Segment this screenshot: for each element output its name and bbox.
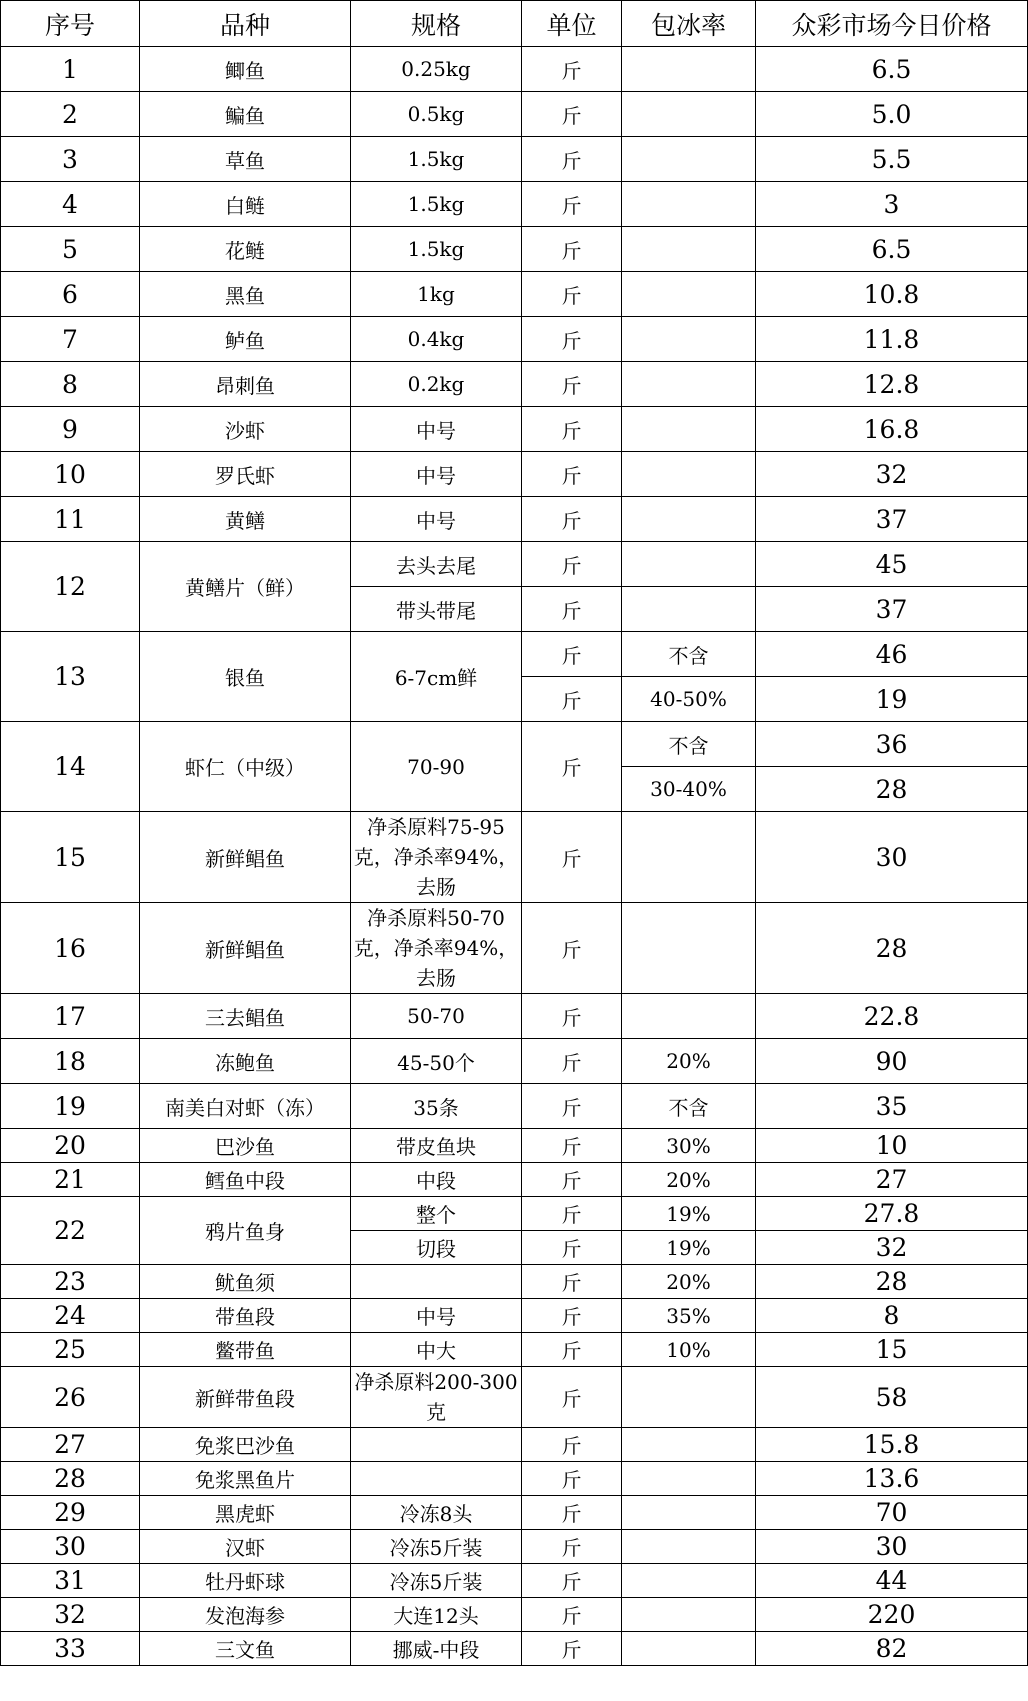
cell-spec: 45-50个 — [351, 1039, 522, 1084]
cell-price: 45 — [756, 542, 1028, 587]
cell-price: 28 — [756, 1265, 1028, 1299]
cell-ice: 10% — [622, 1333, 756, 1367]
cell-name: 新鲜带鱼段 — [140, 1367, 351, 1428]
cell-unit: 斤 — [522, 1462, 622, 1496]
cell-unit: 斤 — [522, 137, 622, 182]
header-row — [1, 1, 1028, 47]
header-price: 众彩市场今日价格 — [756, 1, 1028, 47]
header-spec: 规格 — [351, 1, 522, 47]
cell-name: 鸦片鱼身 — [140, 1197, 351, 1265]
table-row — [1, 317, 1028, 362]
cell-spec: 0.4kg — [351, 317, 522, 362]
cell-spec: 6-7cm鲜 — [351, 632, 522, 722]
cell-spec — [351, 1428, 522, 1462]
cell-ice — [622, 542, 756, 587]
cell-spec: 1.5kg — [351, 137, 522, 182]
table-row — [1, 542, 1028, 587]
cell-name: 沙虾 — [140, 407, 351, 452]
cell-price: 10.8 — [756, 272, 1028, 317]
cell-no: 16 — [1, 903, 140, 994]
cell-name: 发泡海参 — [140, 1598, 351, 1632]
table-row — [1, 722, 1028, 767]
cell-name: 鲈鱼 — [140, 317, 351, 362]
cell-unit: 斤 — [522, 1129, 622, 1163]
cell-spec: 中大 — [351, 1333, 522, 1367]
cell-ice — [622, 317, 756, 362]
cell-name: 黑虎虾 — [140, 1496, 351, 1530]
cell-unit: 斤 — [522, 722, 622, 812]
table-row — [1, 362, 1028, 407]
cell-spec: 带皮鱼块 — [351, 1129, 522, 1163]
cell-unit: 斤 — [522, 587, 622, 632]
cell-name: 三文鱼 — [140, 1632, 351, 1666]
cell-unit: 斤 — [522, 317, 622, 362]
cell-ice — [622, 1428, 756, 1462]
cell-ice: 20% — [622, 1265, 756, 1299]
table-row — [1, 1598, 1028, 1632]
cell-unit: 斤 — [522, 1163, 622, 1197]
cell-name: 昂刺鱼 — [140, 362, 351, 407]
cell-no: 3 — [1, 137, 140, 182]
cell-price: 28 — [756, 767, 1028, 812]
cell-unit: 斤 — [522, 1632, 622, 1666]
cell-spec — [351, 1462, 522, 1496]
table-row — [1, 903, 1028, 994]
cell-ice — [622, 1530, 756, 1564]
cell-name: 新鲜鲳鱼 — [140, 903, 351, 994]
cell-spec: 50-70 — [351, 994, 522, 1039]
cell-unit: 斤 — [522, 1333, 622, 1367]
cell-no: 30 — [1, 1530, 140, 1564]
cell-no: 23 — [1, 1265, 140, 1299]
cell-ice: 20% — [622, 1163, 756, 1197]
cell-ice — [622, 1496, 756, 1530]
cell-spec: 70-90 — [351, 722, 522, 812]
cell-ice — [622, 47, 756, 92]
table-row — [1, 1564, 1028, 1598]
cell-no: 15 — [1, 812, 140, 903]
cell-name: 虾仁（中级） — [140, 722, 351, 812]
cell-ice — [622, 587, 756, 632]
cell-no: 10 — [1, 452, 140, 497]
cell-no: 6 — [1, 272, 140, 317]
table-row — [1, 632, 1028, 677]
cell-unit: 斤 — [522, 227, 622, 272]
cell-ice — [622, 903, 756, 994]
cell-unit: 斤 — [522, 452, 622, 497]
cell-ice: 不含 — [622, 632, 756, 677]
cell-no: 26 — [1, 1367, 140, 1428]
cell-name: 汉虾 — [140, 1530, 351, 1564]
table-row — [1, 227, 1028, 272]
cell-no: 31 — [1, 1564, 140, 1598]
table-row — [1, 1632, 1028, 1666]
cell-spec: 整个 — [351, 1197, 522, 1231]
cell-price: 28 — [756, 903, 1028, 994]
cell-name: 银鱼 — [140, 632, 351, 722]
cell-unit: 斤 — [522, 182, 622, 227]
header-unit: 单位 — [522, 1, 622, 47]
cell-unit: 斤 — [522, 1598, 622, 1632]
cell-no: 4 — [1, 182, 140, 227]
table-row — [1, 1367, 1028, 1428]
cell-name: 鳖带鱼 — [140, 1333, 351, 1367]
cell-spec: 大连12头 — [351, 1598, 522, 1632]
header-ice: 包冰率 — [622, 1, 756, 47]
cell-unit: 斤 — [522, 677, 622, 722]
cell-name: 鱿鱼须 — [140, 1265, 351, 1299]
cell-ice: 19% — [622, 1231, 756, 1265]
table-row — [1, 1265, 1028, 1299]
table-row — [1, 182, 1028, 227]
table-row — [1, 272, 1028, 317]
cell-price: 27 — [756, 1163, 1028, 1197]
cell-no: 24 — [1, 1299, 140, 1333]
cell-spec: 35条 — [351, 1084, 522, 1129]
cell-price: 12.8 — [756, 362, 1028, 407]
cell-name: 黄鳝 — [140, 497, 351, 542]
cell-name: 带鱼段 — [140, 1299, 351, 1333]
cell-ice — [622, 812, 756, 903]
cell-spec: 净杀原料200-300克 — [351, 1367, 522, 1428]
cell-price: 15.8 — [756, 1428, 1028, 1462]
header-no: 序号 — [1, 1, 140, 47]
cell-ice — [622, 1462, 756, 1496]
table-row — [1, 1129, 1028, 1163]
cell-no: 29 — [1, 1496, 140, 1530]
cell-unit: 斤 — [522, 1039, 622, 1084]
cell-name: 黄鳝片（鲜） — [140, 542, 351, 632]
cell-price: 13.6 — [756, 1462, 1028, 1496]
cell-price: 5.5 — [756, 137, 1028, 182]
cell-ice: 40-50% — [622, 677, 756, 722]
cell-no: 1 — [1, 47, 140, 92]
cell-ice — [622, 1564, 756, 1598]
cell-price: 32 — [756, 452, 1028, 497]
cell-price: 44 — [756, 1564, 1028, 1598]
cell-no: 20 — [1, 1129, 140, 1163]
table-row — [1, 407, 1028, 452]
cell-price: 220 — [756, 1598, 1028, 1632]
cell-price: 22.8 — [756, 994, 1028, 1039]
cell-no: 17 — [1, 994, 140, 1039]
cell-no: 7 — [1, 317, 140, 362]
table-row — [1, 1163, 1028, 1197]
cell-spec: 中段 — [351, 1163, 522, 1197]
cell-unit: 斤 — [522, 92, 622, 137]
cell-ice — [622, 92, 756, 137]
cell-ice — [622, 362, 756, 407]
cell-ice: 35% — [622, 1299, 756, 1333]
cell-spec: 去头去尾 — [351, 542, 522, 587]
cell-spec: 带头带尾 — [351, 587, 522, 632]
cell-no: 28 — [1, 1462, 140, 1496]
cell-name: 巴沙鱼 — [140, 1129, 351, 1163]
table-row — [1, 994, 1028, 1039]
cell-spec: 1.5kg — [351, 227, 522, 272]
cell-name: 牡丹虾球 — [140, 1564, 351, 1598]
cell-no: 5 — [1, 227, 140, 272]
cell-name: 免浆黑鱼片 — [140, 1462, 351, 1496]
cell-no: 13 — [1, 632, 140, 722]
cell-no: 19 — [1, 1084, 140, 1129]
cell-spec: 冷冻8头 — [351, 1496, 522, 1530]
cell-price: 30 — [756, 1530, 1028, 1564]
cell-spec: 1kg — [351, 272, 522, 317]
cell-price: 19 — [756, 677, 1028, 722]
table-row — [1, 1428, 1028, 1462]
cell-ice — [622, 137, 756, 182]
cell-no: 32 — [1, 1598, 140, 1632]
cell-ice — [622, 497, 756, 542]
table-row — [1, 1333, 1028, 1367]
cell-price: 5.0 — [756, 92, 1028, 137]
cell-ice — [622, 994, 756, 1039]
cell-no: 25 — [1, 1333, 140, 1367]
cell-spec: 中号 — [351, 452, 522, 497]
cell-price: 16.8 — [756, 407, 1028, 452]
table-row — [1, 47, 1028, 92]
cell-unit: 斤 — [522, 1530, 622, 1564]
cell-name: 鳕鱼中段 — [140, 1163, 351, 1197]
cell-ice — [622, 1632, 756, 1666]
cell-name: 白鲢 — [140, 182, 351, 227]
header-name: 品种 — [140, 1, 351, 47]
cell-spec: 中号 — [351, 1299, 522, 1333]
cell-unit: 斤 — [522, 497, 622, 542]
cell-unit: 斤 — [522, 1496, 622, 1530]
cell-spec: 中号 — [351, 497, 522, 542]
cell-price: 11.8 — [756, 317, 1028, 362]
cell-unit: 斤 — [522, 632, 622, 677]
cell-price: 6.5 — [756, 47, 1028, 92]
cell-no: 2 — [1, 92, 140, 137]
table-row — [1, 1084, 1028, 1129]
cell-ice: 20% — [622, 1039, 756, 1084]
cell-price: 37 — [756, 587, 1028, 632]
cell-unit: 斤 — [522, 1084, 622, 1129]
cell-spec: 中号 — [351, 407, 522, 452]
cell-ice: 不含 — [622, 1084, 756, 1129]
cell-price: 37 — [756, 497, 1028, 542]
cell-name: 新鲜鲳鱼 — [140, 812, 351, 903]
cell-price: 90 — [756, 1039, 1028, 1084]
cell-spec: 冷冻5斤装 — [351, 1530, 522, 1564]
cell-ice: 30-40% — [622, 767, 756, 812]
cell-ice: 19% — [622, 1197, 756, 1231]
cell-ice — [622, 1598, 756, 1632]
cell-unit: 斤 — [522, 994, 622, 1039]
cell-unit: 斤 — [522, 1428, 622, 1462]
cell-unit: 斤 — [522, 407, 622, 452]
cell-spec: 切段 — [351, 1231, 522, 1265]
cell-no: 14 — [1, 722, 140, 812]
cell-spec: 净杀原料75-95克，净杀率94%，去肠 — [351, 812, 522, 903]
cell-no: 21 — [1, 1163, 140, 1197]
cell-spec: 1.5kg — [351, 182, 522, 227]
cell-unit: 斤 — [522, 1265, 622, 1299]
table-row — [1, 1197, 1028, 1231]
cell-unit: 斤 — [522, 362, 622, 407]
cell-name: 南美白对虾（冻） — [140, 1084, 351, 1129]
cell-spec — [351, 1265, 522, 1299]
cell-name: 黑鱼 — [140, 272, 351, 317]
cell-unit: 斤 — [522, 542, 622, 587]
cell-name: 鲫鱼 — [140, 47, 351, 92]
cell-spec: 0.5kg — [351, 92, 522, 137]
cell-unit: 斤 — [522, 1231, 622, 1265]
table-row — [1, 92, 1028, 137]
cell-price: 3 — [756, 182, 1028, 227]
cell-price: 8 — [756, 1299, 1028, 1333]
cell-price: 32 — [756, 1231, 1028, 1265]
cell-spec: 0.2kg — [351, 362, 522, 407]
cell-ice — [622, 1367, 756, 1428]
cell-no: 8 — [1, 362, 140, 407]
cell-no: 27 — [1, 1428, 140, 1462]
cell-price: 82 — [756, 1632, 1028, 1666]
cell-name: 冻鲍鱼 — [140, 1039, 351, 1084]
cell-no: 12 — [1, 542, 140, 632]
cell-price: 10 — [756, 1129, 1028, 1163]
cell-unit: 斤 — [522, 1299, 622, 1333]
table-row — [1, 812, 1028, 903]
cell-no: 22 — [1, 1197, 140, 1265]
cell-price: 27.8 — [756, 1197, 1028, 1231]
table-row — [1, 497, 1028, 542]
cell-ice: 30% — [622, 1129, 756, 1163]
cell-price: 36 — [756, 722, 1028, 767]
cell-name: 三去鲳鱼 — [140, 994, 351, 1039]
cell-no: 18 — [1, 1039, 140, 1084]
cell-spec: 0.25kg — [351, 47, 522, 92]
cell-unit: 斤 — [522, 812, 622, 903]
cell-unit: 斤 — [522, 47, 622, 92]
cell-ice — [622, 452, 756, 497]
cell-name: 罗氏虾 — [140, 452, 351, 497]
table-row — [1, 452, 1028, 497]
cell-ice — [622, 182, 756, 227]
table-row — [1, 1299, 1028, 1333]
cell-price: 15 — [756, 1333, 1028, 1367]
cell-unit: 斤 — [522, 1367, 622, 1428]
cell-no: 11 — [1, 497, 140, 542]
cell-ice: 不含 — [622, 722, 756, 767]
table-row — [1, 1496, 1028, 1530]
cell-name: 免浆巴沙鱼 — [140, 1428, 351, 1462]
cell-spec: 净杀原料50-70克，净杀率94%，去肠 — [351, 903, 522, 994]
table-row — [1, 1039, 1028, 1084]
cell-price: 58 — [756, 1367, 1028, 1428]
cell-unit: 斤 — [522, 272, 622, 317]
cell-price: 35 — [756, 1084, 1028, 1129]
cell-unit: 斤 — [522, 1197, 622, 1231]
cell-ice — [622, 407, 756, 452]
cell-ice — [622, 272, 756, 317]
cell-price: 6.5 — [756, 227, 1028, 272]
cell-unit: 斤 — [522, 1564, 622, 1598]
cell-name: 花鲢 — [140, 227, 351, 272]
table-row — [1, 1462, 1028, 1496]
cell-no: 9 — [1, 407, 140, 452]
table-row — [1, 137, 1028, 182]
cell-price: 30 — [756, 812, 1028, 903]
cell-unit: 斤 — [522, 903, 622, 994]
cell-spec: 挪威-中段 — [351, 1632, 522, 1666]
cell-ice — [622, 227, 756, 272]
table-row — [1, 1530, 1028, 1564]
cell-price: 46 — [756, 632, 1028, 677]
cell-name: 草鱼 — [140, 137, 351, 182]
cell-spec: 冷冻5斤装 — [351, 1564, 522, 1598]
cell-price: 70 — [756, 1496, 1028, 1530]
cell-name: 鳊鱼 — [140, 92, 351, 137]
cell-no: 33 — [1, 1632, 140, 1666]
